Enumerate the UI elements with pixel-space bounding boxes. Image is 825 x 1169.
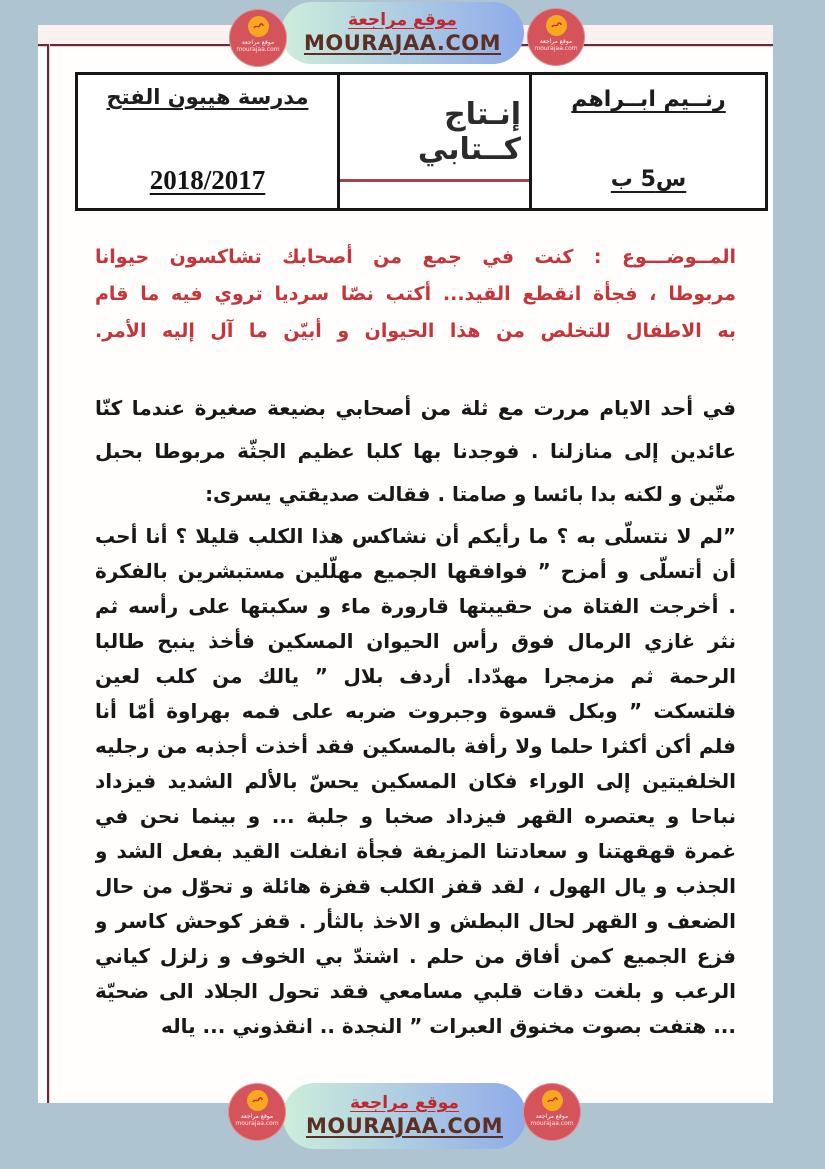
- badge-site-domain: mourajaa.com: [235, 1120, 279, 1127]
- badge-site-name: موقع مراجعة: [535, 1113, 569, 1120]
- essay-line: نباحا و يعتصره القهر فيزداد صخبا و جلبة ... و بينما نحن في: [95, 804, 736, 828]
- topic-line: به الاطفال للتخلص من هذا الحيوان و أبيّن ما آل إليه الأمر.: [95, 320, 736, 342]
- badge-logo-icon: [546, 15, 567, 36]
- badge-site-name: موقع مراجعة: [240, 1113, 274, 1120]
- student-name: رنــيم ابــراهم: [571, 87, 726, 112]
- essay-line: الجذب و يال الهول ، لقد قفز الكلب قفزة هائلة و تحوّل من حال: [95, 874, 736, 898]
- essay-line: متّين و لكنه بدا بائسا و صامتا . فقالت صديقتي يسرى:: [205, 482, 736, 506]
- essay-paragraph-1: [95, 388, 736, 517]
- topic-line: مربوطا ، فجأة انقطع القيد... أكتب نصّا سرديا تروي فيه ما قام: [95, 283, 736, 305]
- essay-paragraph-2: [95, 519, 736, 1044]
- student-class: س5 ب: [610, 167, 687, 192]
- essay-line: عائدين إلى منازلنا . فوجدنا بها كلبا عظيم الجثّة مربوطا بحبل: [95, 439, 736, 463]
- school-name: مدرسة هيبون الفتح: [106, 85, 309, 109]
- essay-line: الرعب و بلغت دقات قلبي مسامعي فقد تحول الجلاد الى ضحيّة: [95, 979, 736, 1003]
- document-page: [38, 25, 773, 1103]
- scan-border-left: [47, 44, 49, 1103]
- subject-title: إنـتاج كــتابي: [340, 97, 529, 182]
- watermark-site-domain: MOURAJAA.COM: [303, 31, 502, 55]
- essay-line: أن أتسلّى و أمزح ” فوافقها الجميع مهلّلين مستبشرين بالفكرة: [95, 559, 736, 583]
- badge-logo-icon: [542, 1090, 563, 1111]
- watermark-site-name: موقع مراجعة: [348, 10, 457, 30]
- header-cell-student: [529, 75, 765, 208]
- site-badge: [228, 1083, 286, 1141]
- header-cell-subject: [337, 75, 529, 208]
- essay-line: غمرة قهقهتنا و سعادتنا المزيفة فجأة انفلت القيد بفعل الشد و: [95, 839, 736, 863]
- watermark-site-name: موقع مراجعة: [350, 1093, 459, 1113]
- essay-line: فزع الجميع كمن أفاق من حلم . اشتدّ بي الخوف و زلزل كياني: [95, 944, 736, 968]
- essay-line: الخلفيتين إلى الوراء فكان المسكين يحسّ بالألم الشديد فيزداد: [95, 769, 736, 793]
- essay-line: الرحمة ثم مزمجرا مهدّدا. أردف بلال ” يالك من كلب لعين: [95, 664, 736, 688]
- header-table: [75, 72, 768, 211]
- badge-site-domain: mourajaa.com: [236, 46, 280, 53]
- watermark-pill-top: [281, 2, 524, 64]
- badge-logo-icon: [248, 16, 269, 37]
- essay-line: ... هتفت بصوت مخنوق العبرات ” النجدة .. انقذوني ... ياله: [160, 1014, 736, 1038]
- essay-line: . أخرجت الفتاة من حقيبتها قارورة ماء و سكبتها على رأسه ثم: [95, 594, 736, 618]
- badge-site-domain: mourajaa.com: [530, 1120, 574, 1127]
- school-year: 2018/2017: [149, 165, 266, 195]
- essay-line: فلتسكت ” وبكل قسوة وجبروت ضربه على فمه بهراوة أمّا أنا: [95, 699, 736, 723]
- essay-line: الضعف و القهر لحال البطش و الاخذ بالثأر . قفز كوحش كاسر و: [95, 909, 736, 933]
- watermark-site-domain: MOURAJAA.COM: [305, 1114, 504, 1138]
- header-cell-school: [78, 75, 337, 208]
- essay-line: نثر غازي الرمال فوق رأس الحيوان المسكين فأخذ ينبح طالبا: [95, 629, 736, 653]
- badge-site-name: موقع مراجعة: [539, 38, 573, 45]
- essay-line: في أحد الايام مررت مع ثلة من أصحابي بضيعة صغيرة عندما كنّا: [95, 396, 736, 420]
- essay-line: ”لم لا نتسلّى به ؟ ما رأيكم أن نشاكس هذا الكلب قليلا ؟ أنا أحب: [95, 524, 736, 548]
- topic-line: المــوضـــوع : كنت في جمع من أصحابك تشاكسون حيوانا: [95, 246, 736, 268]
- topic-paragraph: [95, 240, 736, 351]
- site-badge: [527, 8, 585, 66]
- watermark-pill-bottom: [283, 1083, 526, 1149]
- badge-site-domain: mourajaa.com: [534, 45, 578, 52]
- site-badge: [523, 1083, 581, 1141]
- site-badge: [229, 9, 287, 67]
- badge-logo-icon: [247, 1090, 268, 1111]
- badge-site-name: موقع مراجعة: [241, 39, 275, 46]
- essay-line: فلم أكن أكثرا حلما ولا رأفة بالمسكين فقد أخذت أجذبه من رجليه: [95, 734, 736, 758]
